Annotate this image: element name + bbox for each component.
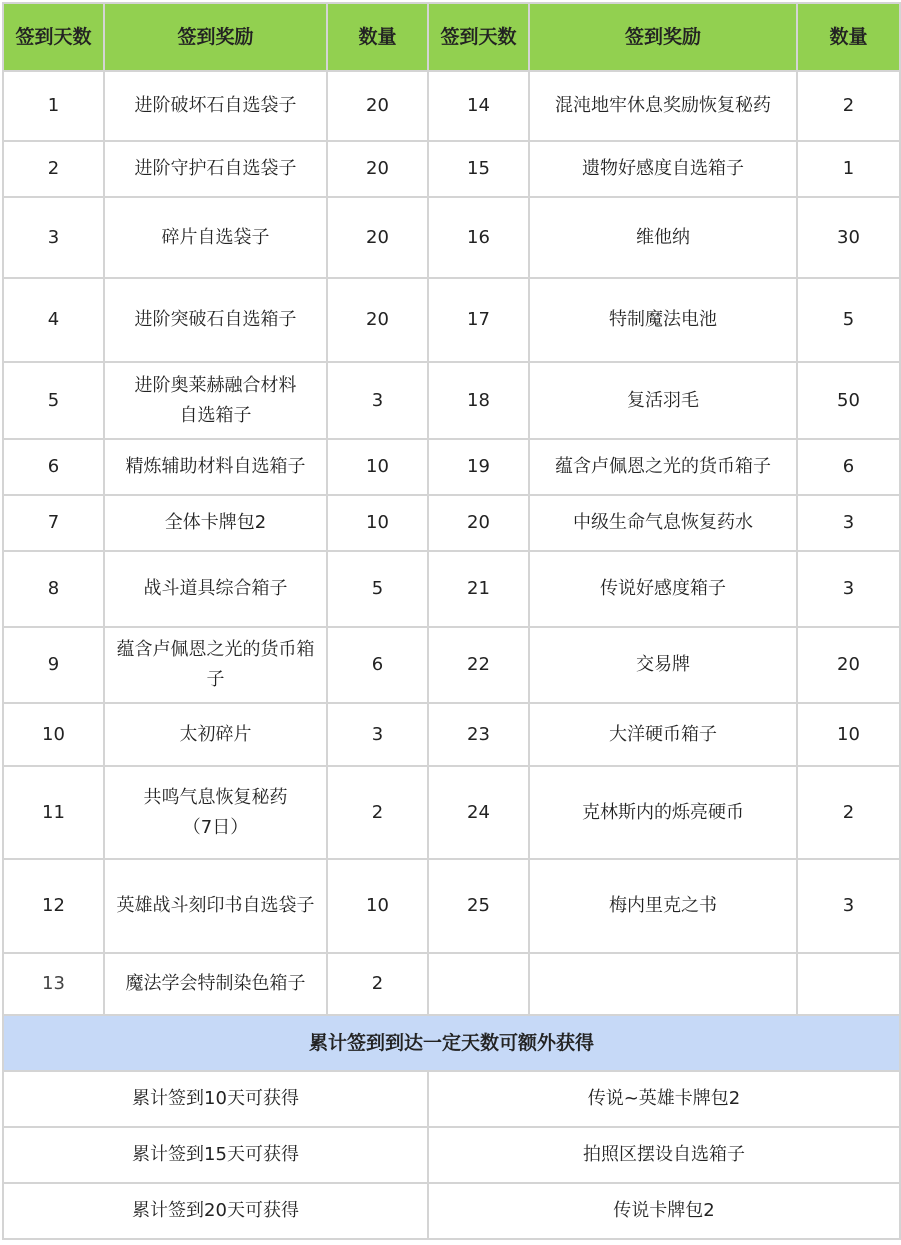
reward-cell: 梅内里克之书 bbox=[529, 859, 797, 953]
header-quantity: 数量 bbox=[327, 3, 428, 71]
day-cell: 15 bbox=[428, 141, 529, 197]
day-cell: 12 bbox=[3, 859, 104, 953]
quantity-cell: 3 bbox=[797, 859, 900, 953]
quantity-cell: 3 bbox=[797, 495, 900, 551]
reward-line: 共鸣气息恢复秘药 bbox=[143, 786, 288, 808]
quantity-cell: 5 bbox=[797, 278, 900, 362]
quantity-cell: 3 bbox=[797, 551, 900, 627]
table-row bbox=[3, 141, 900, 197]
quantity-cell: 20 bbox=[327, 278, 428, 362]
day-cell: 1 bbox=[3, 71, 104, 141]
reward-cell bbox=[104, 362, 327, 439]
summary-condition: 累计签到10天可获得 bbox=[3, 1071, 428, 1127]
day-cell: 13 bbox=[3, 953, 104, 1015]
table-row bbox=[3, 551, 900, 627]
reward-cell: 特制魔法电池 bbox=[529, 278, 797, 362]
quantity-cell: 10 bbox=[327, 859, 428, 953]
reward-cell: 进阶突破石自选箱子 bbox=[104, 278, 327, 362]
reward-cell: 传说好感度箱子 bbox=[529, 551, 797, 627]
quantity-cell: 20 bbox=[327, 197, 428, 278]
day-cell bbox=[428, 953, 529, 1015]
header-row bbox=[3, 3, 900, 71]
table-row bbox=[3, 766, 900, 859]
quantity-cell: 30 bbox=[797, 197, 900, 278]
reward-cell: 进阶破坏石自选袋子 bbox=[104, 71, 327, 141]
day-cell: 20 bbox=[428, 495, 529, 551]
day-cell: 6 bbox=[3, 439, 104, 495]
summary-row bbox=[3, 1071, 900, 1127]
quantity-cell: 3 bbox=[327, 362, 428, 439]
quantity-cell: 10 bbox=[797, 703, 900, 766]
header-day: 签到天数 bbox=[3, 3, 104, 71]
day-cell: 21 bbox=[428, 551, 529, 627]
day-cell: 18 bbox=[428, 362, 529, 439]
reward-cell: 蕴含卢佩恩之光的货币箱子 bbox=[529, 439, 797, 495]
summary-condition: 累计签到20天可获得 bbox=[3, 1183, 428, 1239]
day-cell: 8 bbox=[3, 551, 104, 627]
day-cell: 22 bbox=[428, 627, 529, 703]
check-in-reward-table bbox=[2, 2, 901, 1240]
day-cell: 19 bbox=[428, 439, 529, 495]
day-cell: 9 bbox=[3, 627, 104, 703]
header-reward: 签到奖励 bbox=[104, 3, 327, 71]
reward-cell: 克林斯内的烁亮硬币 bbox=[529, 766, 797, 859]
day-cell: 5 bbox=[3, 362, 104, 439]
reward-cell bbox=[104, 766, 327, 859]
table-row bbox=[3, 197, 900, 278]
day-cell: 11 bbox=[3, 766, 104, 859]
header-quantity: 数量 bbox=[797, 3, 900, 71]
reward-rows bbox=[3, 71, 900, 1015]
table-row bbox=[3, 495, 900, 551]
reward-cell: 精炼辅助材料自选箱子 bbox=[104, 439, 327, 495]
quantity-cell: 10 bbox=[327, 495, 428, 551]
table-row bbox=[3, 859, 900, 953]
summary-reward: 传说~英雄卡牌包2 bbox=[428, 1071, 900, 1127]
table-row bbox=[3, 953, 900, 1015]
day-cell: 16 bbox=[428, 197, 529, 278]
quantity-cell: 1 bbox=[797, 141, 900, 197]
reward-cell: 交易牌 bbox=[529, 627, 797, 703]
reward-cell: 复活羽毛 bbox=[529, 362, 797, 439]
summary-row bbox=[3, 1183, 900, 1239]
reward-cell: 英雄战斗刻印书自选袋子 bbox=[104, 859, 327, 953]
header-reward: 签到奖励 bbox=[529, 3, 797, 71]
header-day: 签到天数 bbox=[428, 3, 529, 71]
table-row bbox=[3, 278, 900, 362]
quantity-cell: 3 bbox=[327, 703, 428, 766]
day-cell: 7 bbox=[3, 495, 104, 551]
day-cell: 17 bbox=[428, 278, 529, 362]
summary-reward: 传说卡牌包2 bbox=[428, 1183, 900, 1239]
reward-cell: 魔法学会特制染色箱子 bbox=[104, 953, 327, 1015]
quantity-cell: 2 bbox=[797, 766, 900, 859]
summary-condition: 累计签到15天可获得 bbox=[3, 1127, 428, 1183]
quantity-cell: 2 bbox=[327, 766, 428, 859]
quantity-cell: 2 bbox=[327, 953, 428, 1015]
day-cell: 24 bbox=[428, 766, 529, 859]
table-row bbox=[3, 703, 900, 766]
reward-line: 蕴含卢佩恩之光的货币箱 bbox=[116, 639, 315, 660]
summary-title: 累计签到到达一定天数可额外获得 bbox=[3, 1015, 900, 1071]
reward-cell: 维他纳 bbox=[529, 197, 797, 278]
table-row bbox=[3, 362, 900, 439]
summary-reward: 拍照区摆设自选箱子 bbox=[428, 1127, 900, 1183]
quantity-cell: 20 bbox=[797, 627, 900, 703]
reward-cell: 全体卡牌包2 bbox=[104, 495, 327, 551]
reward-cell: 混沌地牢休息奖励恢复秘药 bbox=[529, 71, 797, 141]
summary-title-row bbox=[3, 1015, 900, 1071]
quantity-cell: 50 bbox=[797, 362, 900, 439]
reward-line: 进阶奥莱赫融合材料 bbox=[134, 374, 297, 396]
reward-cell bbox=[529, 953, 797, 1015]
summary-section bbox=[3, 1015, 900, 1239]
reward-line: 子 bbox=[206, 669, 225, 690]
day-cell: 25 bbox=[428, 859, 529, 953]
day-cell: 23 bbox=[428, 703, 529, 766]
reward-cell: 战斗道具综合箱子 bbox=[104, 551, 327, 627]
quantity-cell: 6 bbox=[327, 627, 428, 703]
quantity-cell: 6 bbox=[797, 439, 900, 495]
table-row bbox=[3, 627, 900, 703]
quantity-cell bbox=[797, 953, 900, 1015]
quantity-cell: 10 bbox=[327, 439, 428, 495]
table-row bbox=[3, 439, 900, 495]
reward-cell bbox=[104, 627, 327, 703]
summary-row bbox=[3, 1127, 900, 1183]
day-cell: 10 bbox=[3, 703, 104, 766]
quantity-cell: 20 bbox=[327, 141, 428, 197]
quantity-cell: 20 bbox=[327, 71, 428, 141]
reward-cell: 太初碎片 bbox=[104, 703, 327, 766]
quantity-cell: 2 bbox=[797, 71, 900, 141]
day-cell: 2 bbox=[3, 141, 104, 197]
reward-cell: 碎片自选袋子 bbox=[104, 197, 327, 278]
table-row bbox=[3, 71, 900, 141]
day-cell: 4 bbox=[3, 278, 104, 362]
reward-cell: 进阶守护石自选袋子 bbox=[104, 141, 327, 197]
day-cell: 14 bbox=[428, 71, 529, 141]
reward-line: 自选箱子 bbox=[179, 404, 252, 426]
quantity-cell: 5 bbox=[327, 551, 428, 627]
reward-line: （7日） bbox=[182, 816, 249, 838]
reward-cell: 大洋硬币箱子 bbox=[529, 703, 797, 766]
reward-cell: 中级生命气息恢复药水 bbox=[529, 495, 797, 551]
reward-cell: 遗物好感度自选箱子 bbox=[529, 141, 797, 197]
day-cell: 3 bbox=[3, 197, 104, 278]
